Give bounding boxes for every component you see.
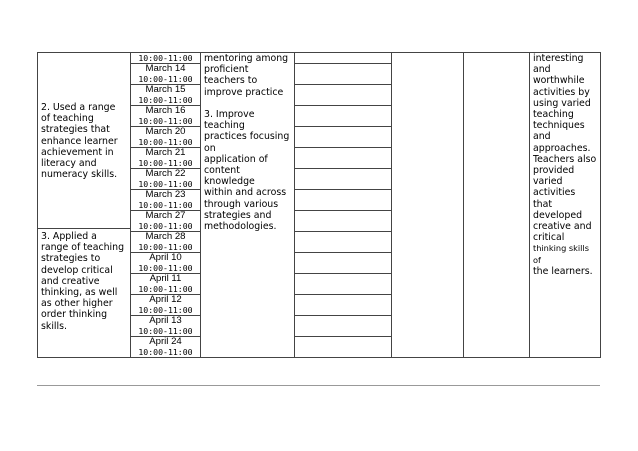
schedule-row: 10:00-11:00 [131, 53, 200, 64]
remarks-column [530, 53, 601, 358]
schedule-row: March 14 10:00-11:00 [131, 64, 200, 85]
blank-column-3 [464, 53, 530, 358]
schedule-row: March 16 10:00-11:00 [131, 106, 200, 127]
schedule-row: April 13 10:00-11:00 [131, 316, 200, 337]
schedule-row: March 15 10:00-11:00 [131, 85, 200, 106]
schedule-row: March 28 10:00-11:00 [131, 232, 200, 253]
remarks-text: interesting and worthwhile activities by using varied teaching techniques and approaches. Teachers also provided varied activities that developed creative and critical [533, 53, 597, 244]
schedule-row: April 11 10:00-11:00 [131, 274, 200, 295]
objective-cell-top [38, 53, 130, 100]
plan-table [37, 52, 601, 358]
schedule-row: April 10 10:00-11:00 [131, 253, 200, 274]
objectives-column [38, 53, 131, 358]
objective-cell-3: 3. Applied a range of teaching strategies to develop critical and creative thinking, as well as other higher order thinking skills. [38, 228, 130, 353]
schedule-row: April 12 10:00-11:00 [131, 295, 200, 316]
remarks-end-text: the learners. [533, 265, 593, 277]
strategies-column [201, 53, 295, 358]
schedule-row: April 24 10:00-11:00 [138, 337, 193, 357]
schedule-row: March 23 10:00-11:00 [131, 190, 200, 211]
strategies-text: mentoring among proficient teachers to improve practice 3. Improve teaching practices focusing on application of content knowledge within and across through various strategies and methodologies. [204, 53, 290, 233]
footer-divider [37, 385, 600, 386]
schedule-row: March 27 10:00-11:00 [131, 211, 200, 232]
objective-cell-2: 2. Used a range of teaching strategies that enhance learner achievement in literacy and numeracy skills. [41, 102, 118, 181]
blank-stack-1 [295, 53, 391, 357]
schedule-stack [131, 53, 200, 357]
schedule-row: March 20 10:00-11:00 [131, 127, 200, 148]
remarks-small-text: thinking skills of [533, 243, 589, 265]
schedule-row: March 21 10:00-11:00 [131, 148, 200, 169]
schedule-row: March 22 10:00-11:00 [131, 169, 200, 190]
schedule-column [131, 53, 201, 358]
blank-column-1 [295, 53, 392, 358]
blank-column-2 [392, 53, 464, 358]
